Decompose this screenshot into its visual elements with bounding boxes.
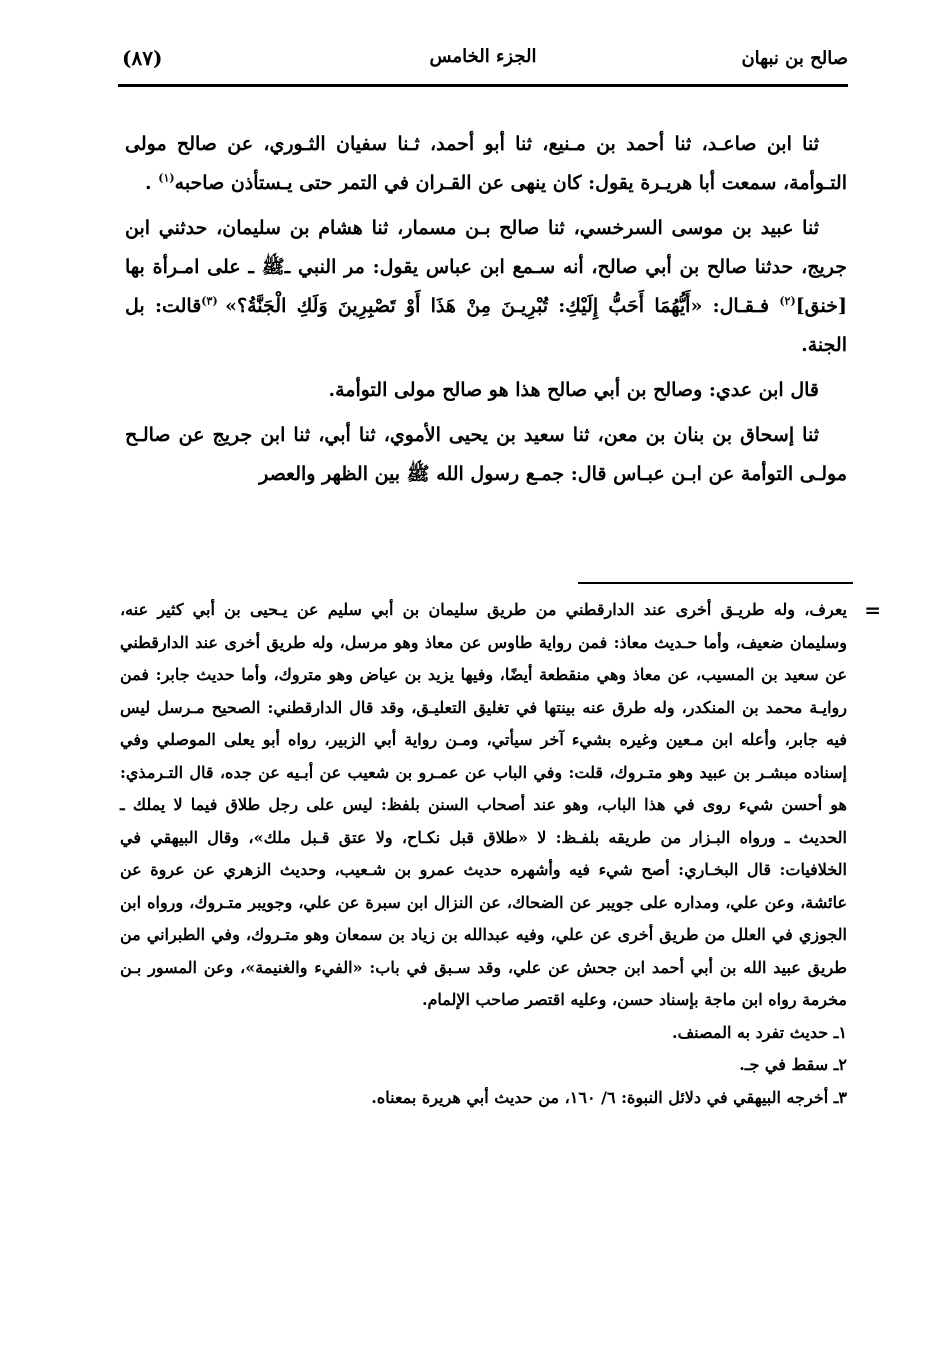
paragraph-1-end: .	[145, 172, 159, 194]
paragraph-3: قال ابن عدي: وصالح بن أبي صالح هذا هو صالح مولى التوأمة.	[328, 379, 819, 401]
footnote-2: ٢ـ سقط في جـ.	[739, 1055, 847, 1074]
header-volume: الجزء الخامس	[429, 46, 537, 67]
paragraph-1-text: ثنا ابن صاعـد، ثنا أحمد بن مـنيع، ثنا أبو أحمد، ثـنا سفيان الثـوري، عن صالح مولى التـوأمة، سمعت أبا هريـرة يقول: كان ينهى عن القـران في التمر حتى يـستأذن صاحبه	[125, 133, 847, 194]
page-number: (٨٧)	[122, 46, 163, 70]
paragraph-2	[125, 209, 847, 365]
footnote-continued: يعرف، وله طريـق أخرى عند الدارقطني من طريق سليمان بن أبي سليم عن يـحيى بن أبي كثير عنه، وسليمان ضعيف، وأما حـديث معاذ: فمن رواية طاوس عن معاذ وهو مرسل، وله طريق أخرى عند الدارقطني عن سعيد بن المسيب، عن معاذ وهي منقطعة أيضًا، وفيها يزيد بن عياض وهو متروك، وأما حديث جابر: فمن روايـة محمد بن المنكدر، وله طرق عنه بينتها في تغليق التعليـق، وقد قال الدارقطني: الصحيح مـرسل ليس فيه جابر، وأعله ابن مـعين وغيره بشيء آخر سيأتي، ومـن رواية أبي الزبير، رواه أبو يعلى الموصلي وفي إسناده مبشـر بن عبيد وهو متـروك، قلت: وفي الباب عن عمـرو بن شعيب عن أبـيه عن جده، قال التـرمذي: هو أحسن شيء روى في هذا الباب، وهو عند أصحاب السنن بلفظ: ليس على رجل طلاق فيما لا يملك ـ الحديث ـ ورواه البـزار من طريقه بلفـظ: لا «طلاق قبل نكـاح، ولا عتق قـبل ملك»، وقال البيهقي في الخلافيات: قال البخـاري: أصح شيء فيه وأشهره حديث عمرو بن شـعيب، وحديث الزهري عن عروة عن عائشة، وعن علي، ومداره على جويبر عن الضحاك، عن النزال ابن سبرة عن علي، وجويبر متـروك، ورواه ابن الجوزي في العلل من طريق أخرى عن علي، وفيه عبدالله بن زياد بن سمعان وهو متـروك، وفي الطبراني من طريق عبيد الله بن أبي أحمد ابن جحش عن علي، وقد سـبق في باب: «الفيء والغنيمة»، وعن المسور بـن مخرمة رواه ابن ماجة بإسناد حسن، وعليه اقتصر صاحب الإلمام.	[120, 600, 848, 1009]
running-header	[118, 38, 848, 87]
footnotes	[120, 594, 847, 1114]
paragraph-2-end: قالت: بل الجنة.	[125, 295, 847, 356]
paragraph-2-text: ثنا عبيد بن موسى السرخسي، ثنا صالح بـن مسمار، ثنا هشام بن سليمان، حدثني ابن جريج، حدثنا صالح بن أبي صالح، أنه سـمع ابن عباس يقول: مر النبي ـﷺ ـ على امـرأة بها [خنق]	[125, 217, 847, 317]
footnote-3: ٣ـ أخرجه البيهقي في دلائل النبوة: ٦/ ١٦٠، من حديث أبي هريرة بمعناه.	[371, 1087, 847, 1107]
main-text	[125, 125, 847, 494]
footnote-ref-3: (٣)	[201, 294, 226, 308]
footnote-separator	[578, 582, 853, 584]
footnote-continuation-mark: =	[864, 598, 881, 622]
footnote-ref-1: (١)	[158, 171, 175, 185]
footnote-1: ١ـ حديث تفرد به المصنف.	[672, 1022, 847, 1042]
paragraph-2-quote: فـقـال: «أَيُّهُمَا أَحَبُّ إِلَيْكِ: تُبْرِيـنَ مِنْ هَذَا أَوْ تَصْبِرِينَ وَلَكِ الْجَنَّةُ؟»	[225, 295, 780, 317]
paragraph-4: ثنا إسحاق بن بنان بن معن، ثنا سعيد بن يحيى الأموي، ثنا أبي، ثنا ابن جريج عن صالـح مولـى التوأمة عن ابـن عبـاس قال: جمـع رسول الله ﷺ بين الظهر والعصر	[125, 424, 847, 485]
footnote-ref-2: (٢)	[779, 294, 796, 308]
paragraph-1	[125, 125, 847, 203]
header-author: صالح بن نبهان	[741, 48, 848, 69]
